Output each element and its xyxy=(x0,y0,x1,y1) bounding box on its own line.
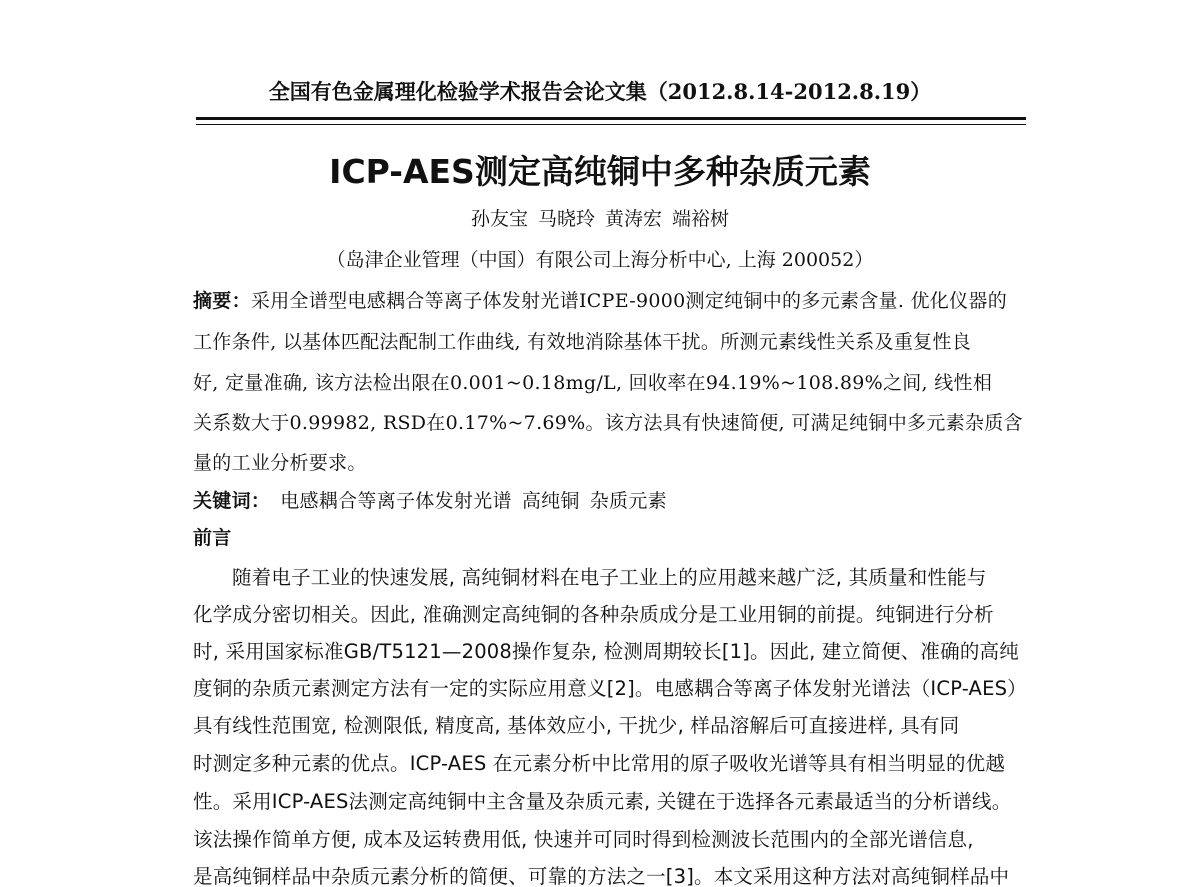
keyword: 电感耦合等离子体发射光谱 xyxy=(280,490,512,512)
section-heading: 前言 xyxy=(193,527,232,549)
body-line: 性。采用ICP-AES法测定高纯铜中主含量及杂质元素, 关键在于选择各元素最适当的分析谱线。 xyxy=(193,790,1012,813)
paper-affiliation: （岛津企业管理（中国）有限公司上海分析中心, 上海 200052） xyxy=(326,249,874,271)
body-line: 具有线性范围宽, 检测限低, 精度高, 基体效应小, 干扰少, 样品溶解后可直接进样, 具有同 xyxy=(193,714,960,737)
body-line: 该法操作简单方便, 成本及运转费用低, 快速并可同时得到检测波长范围内的全部光谱信息, xyxy=(193,828,974,851)
keyword: 高纯铜 xyxy=(521,490,580,512)
header-rule-thick xyxy=(196,117,1026,120)
abstract-line: 好, 定量准确, 该方法检出限在0.001~0.18mg/L, 回收率在94.19%~108.89%之间, 线性相 xyxy=(193,372,993,394)
abstract-line: 摘要：采用全谱型电感耦合等离子体发射光谱ICPE-9000测定纯铜中的多元素含量. 优化仪器的 xyxy=(193,290,1008,312)
header-rule-thin xyxy=(196,124,1026,125)
keyword: 杂质元素 xyxy=(589,490,667,512)
keywords xyxy=(193,486,667,513)
keywords-label: 关键词： xyxy=(193,490,271,512)
body-line: 化学成分密切相关。因此, 准确测定高纯铜的各种杂质成分是工业用铜的前提。纯铜进行分析 xyxy=(193,603,994,626)
body-line: 时测定多种元素的优点。ICP-AES 在元素分析中比常用的原子吸收光谱等具有相当明显的优越 xyxy=(193,752,1006,775)
body-line: 时, 采用国家标准GB/T5121—2008操作复杂, 检测周期较长[1]。因此, 建立简便、准确的高纯 xyxy=(193,640,1019,663)
paper-title: ICP-AES测定高纯铜中多种杂质元素 xyxy=(329,152,871,191)
body-line: 度铜的杂质元素测定方法有一定的实际应用意义[2]。电感耦合等离子体发射光谱法（ICP-AES） xyxy=(193,677,1027,700)
body-line: 随着电子工业的快速发展, 高纯铜材料在电子工业上的应用越来越广泛, 其质量和性能与 xyxy=(232,566,987,589)
running-header: 全国有色金属理化检验学术报告会论文集（2012.8.14-2012.8.19） xyxy=(268,79,932,104)
body-line: 是高纯铜样品中杂质元素分析的简便、可靠的方法之一[3]。本文采用这种方法对高纯铜样品中 xyxy=(193,865,1010,887)
abstract-line: 关系数大于0.99982, RSD在0.17%~7.69%。该方法具有快速简便, 可满足纯铜中多元素杂质含 xyxy=(193,412,1023,434)
abstract-line: 工作条件, 以基体匹配法配制工作曲线, 有效地消除基体干扰。所测元素线性关系及重复性良 xyxy=(193,331,972,353)
abstract-label: 摘要： xyxy=(193,290,251,312)
paper-authors: 孙友宝 马晓玲 黄涛宏 端裕树 xyxy=(470,208,730,230)
abstract-line: 量的工业分析要求。 xyxy=(193,452,367,474)
